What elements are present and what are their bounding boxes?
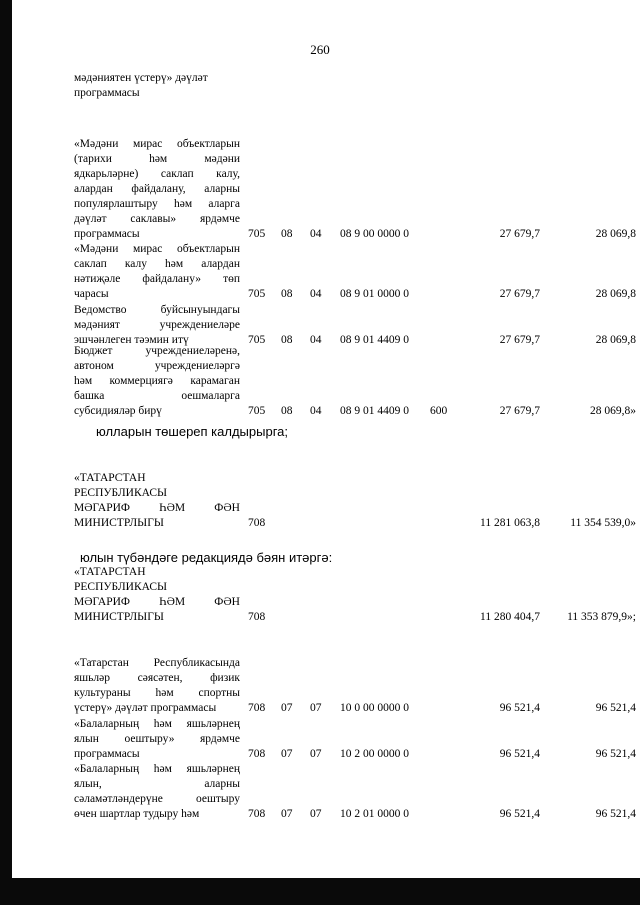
table-row — [0, 717, 640, 762]
description-line: саклап калу һәм алардан — [74, 258, 240, 270]
target-article-code: 08 9 01 4409 0 — [340, 334, 409, 346]
page-number: 260 — [310, 42, 330, 57]
ministry-code: 708 — [248, 611, 266, 623]
amount-year-1: 96 521,4 — [499, 808, 540, 820]
amount-year-1: 96 521,4 — [499, 702, 540, 714]
amount-year-2: 28 069,8 — [595, 288, 636, 300]
section-code: 07 — [281, 702, 293, 714]
amount-year-2: 96 521,4 — [595, 702, 636, 714]
description-line: автоном учреждениеләргә — [74, 360, 240, 372]
section-code: 08 — [281, 334, 293, 346]
description-line: нәтиҗәле файдалану» төп — [74, 273, 240, 285]
ministry-title-line: «ТАТАРСТАН — [74, 472, 146, 484]
description-line: өчен шартлар тудыру һәм — [74, 808, 200, 820]
ministry-code: 705 — [248, 334, 266, 346]
row-description — [74, 762, 240, 822]
amount-year-1: 27 679,7 — [499, 288, 540, 300]
ministry-title-line: «ТАТАРСТАН — [74, 566, 146, 578]
table-row — [0, 344, 640, 419]
ministry-title-line: РЕСПУБЛИКАСЫ — [74, 487, 168, 499]
description-line: эшчәнлеген тәэмин итү — [74, 334, 189, 346]
table-row — [0, 242, 640, 302]
target-article-code: 10 2 01 0000 0 — [340, 808, 409, 820]
ministry-code: 705 — [248, 228, 266, 240]
amount-year-1: 11 281 063,8 — [480, 517, 540, 529]
subsection-code: 07 — [310, 808, 322, 820]
target-article-code: 08 9 01 0000 0 — [340, 288, 409, 300]
ministry-title-word: ҺӘМ — [159, 502, 186, 514]
description-line: программасы — [74, 228, 140, 240]
ministry-code: 708 — [248, 517, 266, 529]
intro-line: программасы — [74, 87, 140, 99]
table-row — [0, 656, 640, 716]
description-line: яшьләр сәясәтен, физик — [74, 672, 240, 684]
ministry-row — [0, 516, 640, 531]
table-row — [0, 137, 640, 242]
ministry-title-word: ҺӘМ — [159, 596, 186, 608]
subsection-code: 04 — [310, 405, 322, 417]
amount-year-2: 28 069,8 — [595, 228, 636, 240]
amount-year-1: 96 521,4 — [499, 748, 540, 760]
description-line: һәм коммерциягә карамаган — [74, 375, 240, 387]
instruction-restate: юлын түбәндәге редакциядә бәян итәргә: — [80, 550, 333, 565]
description-line: чарасы — [74, 288, 109, 300]
ministry-code: 708 — [248, 748, 266, 760]
description-line: «Мәдәни мирас объектларын — [74, 138, 240, 150]
expense-type-code: 600 — [430, 405, 448, 417]
ministry-row — [0, 610, 640, 625]
row-description — [74, 303, 240, 348]
description-line: ялын, аларны — [74, 778, 240, 790]
section-code: 07 — [281, 748, 293, 760]
target-article-code: 08 9 00 0000 0 — [340, 228, 409, 240]
description-line: алардан файдалану, аларны — [74, 183, 240, 195]
ministry-code: 705 — [248, 288, 266, 300]
amount-year-2: 96 521,4 — [595, 808, 636, 820]
intro-line: мәдәниятен үстерү» дәүләт — [74, 72, 208, 84]
table-row — [0, 303, 640, 348]
ministry-title-word: МӘГАРИФ — [74, 596, 131, 608]
description-line: Ведомство буйсынуындагы — [74, 304, 240, 316]
row-description — [74, 137, 240, 242]
description-line: популярлаштыру һәм аларга — [74, 198, 240, 210]
ministry-title-line — [74, 595, 240, 610]
section-code: 08 — [281, 228, 293, 240]
description-line: «Татарстан Республикасында — [74, 657, 240, 669]
amount-year-1: 27 679,7 — [499, 334, 540, 346]
row-description — [74, 242, 240, 302]
amount-year-1: 27 679,7 — [499, 405, 540, 417]
instruction-delete: юлларын төшереп калдырырга; — [96, 424, 289, 439]
description-line: «Мәдәни мирас объектларын — [74, 243, 240, 255]
section-code: 08 — [281, 288, 293, 300]
description-line: культураны һәм спортны — [74, 687, 240, 699]
subsection-code: 07 — [310, 702, 322, 714]
row-description — [74, 656, 240, 716]
description-line: ядкарьләрне) саклап калу, — [74, 168, 240, 180]
amount-year-2: 28 069,8» — [590, 405, 636, 417]
amount-year-2: 28 069,8 — [595, 334, 636, 346]
description-line: ялын оештыру» ярдәмче — [74, 733, 240, 745]
ministry-title-line: МИНИСТРЛЫГЫ — [74, 517, 164, 529]
description-line: «Балаларның һәм яшьләрнең — [74, 763, 240, 775]
ministry-title-word: МӘГАРИФ — [74, 502, 131, 514]
description-line: субсидияләр бирү — [74, 405, 162, 417]
description-line: Бюджет учреждениеләренә, — [74, 345, 240, 357]
amount-year-1: 11 280 404,7 — [480, 611, 540, 623]
subsection-code: 04 — [310, 334, 322, 346]
description-line: үстерү» дәүләт программасы — [74, 702, 217, 714]
description-line: мәдәният учреждениеләре — [74, 319, 240, 331]
section-code: 08 — [281, 405, 293, 417]
subsection-code: 04 — [310, 288, 322, 300]
section-code: 07 — [281, 808, 293, 820]
row-description — [74, 717, 240, 762]
amount-year-2: 11 353 879,9»; — [567, 611, 636, 623]
amount-year-2: 96 521,4 — [595, 748, 636, 760]
subsection-code: 04 — [310, 228, 322, 240]
target-article-code: 08 9 01 4409 0 — [340, 405, 409, 417]
row-description — [74, 344, 240, 419]
description-line: (тарихи һәм мәдәни — [74, 153, 240, 165]
ministry-title-line — [74, 501, 240, 516]
ministry-title-line: МИНИСТРЛЫГЫ — [74, 611, 164, 623]
table-row — [0, 762, 640, 822]
intro-continuation — [74, 71, 240, 101]
ministry-code: 708 — [248, 808, 266, 820]
amount-year-1: 27 679,7 — [499, 228, 540, 240]
amount-year-2: 11 354 539,0» — [570, 517, 636, 529]
ministry-title-line: РЕСПУБЛИКАСЫ — [74, 581, 168, 593]
scan-bottom-border — [0, 878, 640, 905]
ministry-code: 705 — [248, 405, 266, 417]
description-line: программасы — [74, 748, 140, 760]
ministry-title-word: ФӘН — [214, 596, 240, 608]
target-article-code: 10 0 00 0000 0 — [340, 702, 409, 714]
description-line: сәламәтләндерүне оештыру — [74, 793, 240, 805]
ministry-code: 708 — [248, 702, 266, 714]
subsection-code: 07 — [310, 748, 322, 760]
description-line: башка оешмаларга — [74, 390, 240, 402]
description-line: «Балаларның һәм яшьләрнең — [74, 718, 240, 730]
ministry-title-word: ФӘН — [214, 502, 240, 514]
target-article-code: 10 2 00 0000 0 — [340, 748, 409, 760]
description-line: дәүләт саклавы» ярдәмче — [74, 213, 240, 225]
